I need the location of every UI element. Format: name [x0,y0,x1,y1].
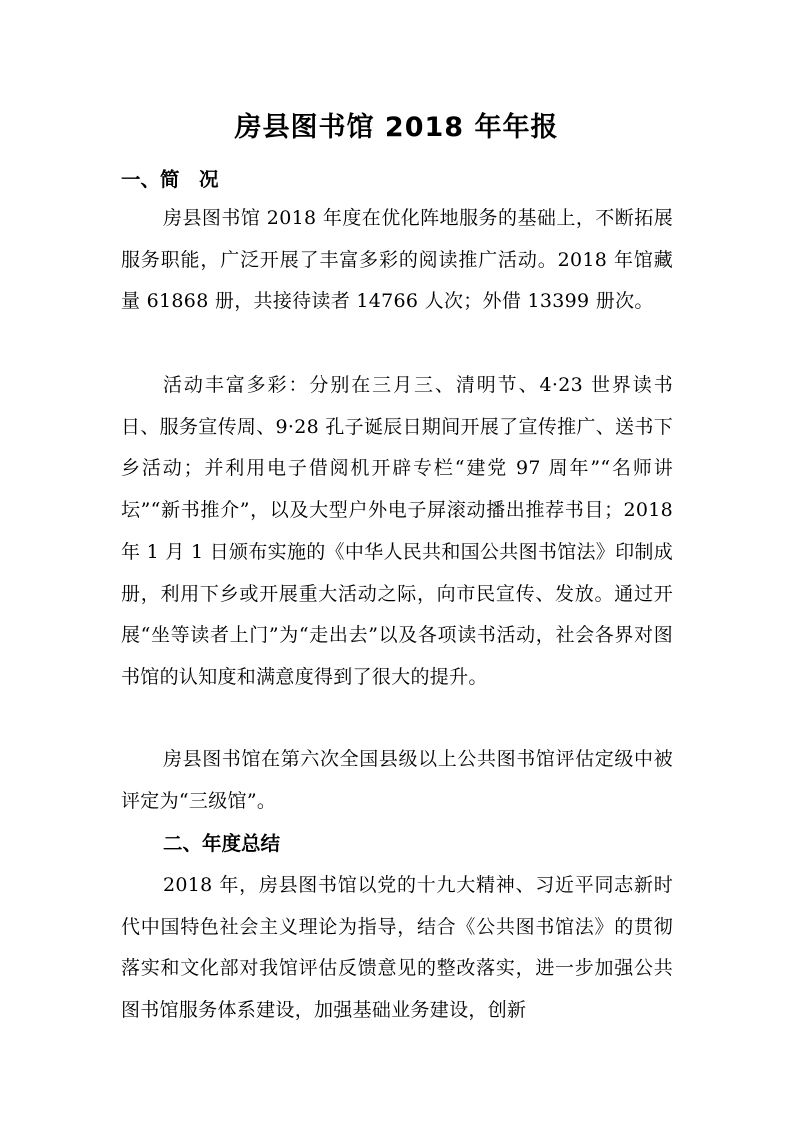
section-heading-annual-summary: 二、年度总结 [163,832,281,855]
paragraph-summary: 2018 年，房县图书馆以党的十九大精神、习近平同志新时代中国特色社会主义理论为指导，结合《公共图书馆法》的贯彻落实和文化部对我馆评估反馈意见的整改落实，进一步加强公共图书馆服务体系建设，加强基础业务建设，创新 [121,874,673,1022]
paragraph-activities: 活动丰富多彩：分别在三月三、清明节、4·23 世界读书日、服务宣传周、9·28 孔子诞辰日期间开展了宣传推广、送书下乡活动；并利用电子借阅机开辟专栏“建党 97 周年”“名师讲坛”“新书推介”，以及大型户外电子屏滚动播出推荐书目；2018 年 1 月 1 日颁布实施的《中华人民共和国公共图书馆法》印制成册，利用下乡或开展重大活动之际，向市民宣传、发放。通过开展“坐等读者上门”为“走出去”以及各项读书活动，社会各界对图书馆的认知度和满意度得到了很大的提升。 [121,374,673,688]
section-heading-overview: 一、简 况 [121,168,219,191]
paragraph-evaluation: 房县图书馆在第六次全国县级以上公共图书馆评估定级中被评定为“三级馆”。 [121,748,673,812]
document-title: 房县图书馆 2018 年年报 [234,112,559,143]
paragraph-overview: 房县图书馆 2018 年度在优化阵地服务的基础上，不断拓展服务职能，广泛开展了丰富多彩的阅读推广活动。2018 年馆藏量 61868 册，共接待读者 14766 人次；外借 13399 册次。 [121,207,673,313]
